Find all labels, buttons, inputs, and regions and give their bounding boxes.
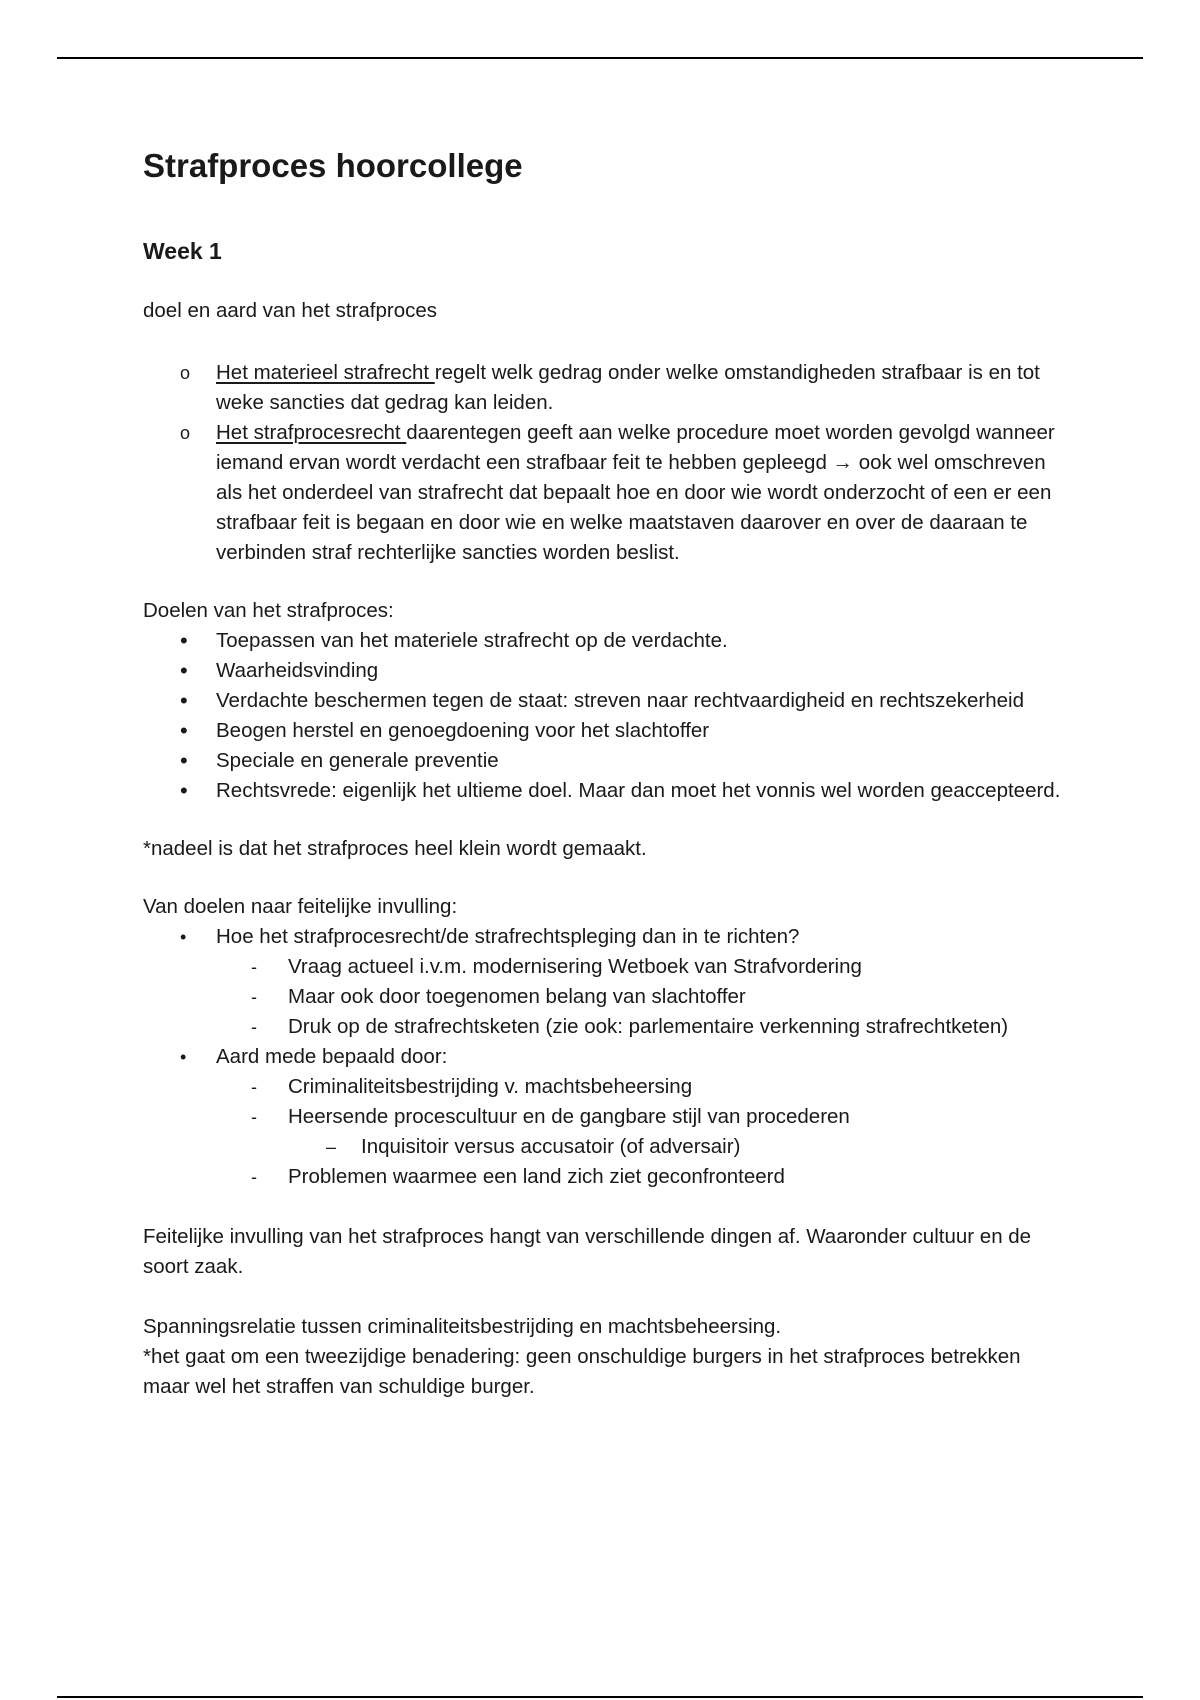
- invulling-question: Hoe het strafprocesrecht/de strafrechtspleging dan in te richten?: [216, 925, 800, 948]
- list-item: [143, 716, 1063, 746]
- sub-item-text: Problemen waarmee een land zich ziet geconfronteerd: [288, 1165, 785, 1188]
- goal-text: Toepassen van het materiele strafrecht op de verdachte.: [216, 629, 728, 652]
- note-text: *nadeel is dat het strafproces heel klein wordt gemaakt.: [143, 837, 647, 860]
- sublist-container: [143, 1132, 1063, 1162]
- sub-sub-list: [143, 1132, 1063, 1162]
- sub-list-item: [143, 1102, 1063, 1132]
- dash-bullet: -: [251, 1017, 257, 1037]
- list-item: [143, 746, 1063, 776]
- disc-bullet: •: [180, 628, 188, 653]
- sub-list-item: [143, 1012, 1063, 1042]
- list-item: [143, 626, 1063, 656]
- intro-text: doel en aard van het strafproces: [143, 299, 438, 322]
- sub-sub-list-item: [143, 1132, 1063, 1162]
- list-item: [143, 922, 1063, 952]
- paragraph: Spanningsrelatie tussen criminaliteitsbestrijding en machtsbeheersing.: [143, 1315, 782, 1338]
- list-item: [143, 1042, 1063, 1072]
- goal-text: Beogen herstel en genoegdoening voor het slachtoffer: [216, 719, 710, 742]
- definition-text: daarentegen geeft aan welke procedure moet worden gevolgd wanneer iemand ervan wordt verdacht een strafbaar feit te hebben gepleegd → ook wel omschreven als het onderdeel van strafrecht dat bepaalt hoe en door wie wordt onderzocht of een er een strafbaar feit is begaan en door wie en welke maatstaven daarover en over de daaraan te verbinden straf rechterlijke sancties worden beslist.: [216, 421, 1055, 564]
- sub-sub-item-text: Inquisitoir versus accusatoir (of adversair): [361, 1135, 741, 1158]
- endash-bullet: –: [326, 1137, 337, 1157]
- bullet: •: [180, 927, 187, 947]
- sub-item-text: Druk op de strafrechtsketen (zie ook: parlementaire verkenning strafrechtketen): [288, 1015, 1009, 1038]
- disc-bullet: •: [180, 748, 188, 773]
- invulling-heading: Van doelen naar feitelijke invulling:: [143, 895, 458, 918]
- underlined-term: Het materieel strafrecht: [216, 361, 435, 384]
- aard-text: Aard mede bepaald door:: [216, 1045, 448, 1068]
- definition-list: [143, 358, 1063, 568]
- paragraph: *het gaat om een tweezijdige benadering: geen onschuldige burgers in het strafproces betrekken maar wel het straffen van schuldige burger.: [143, 1345, 1021, 1398]
- sub-item-text: Heersende procescultuur en de gangbare stijl van procederen: [288, 1105, 850, 1128]
- disc-bullet: •: [180, 658, 188, 683]
- document-body: [143, 140, 1063, 1402]
- week-heading: Week 1: [143, 238, 222, 264]
- goal-text: Rechtsvrede: eigenlijk het ultieme doel. Maar dan moet het vonnis wel worden geaccepteerd.: [216, 779, 1061, 802]
- dash-bullet: -: [251, 987, 257, 1007]
- sub-list: [143, 1072, 1063, 1192]
- circle-bullet: o: [180, 423, 191, 443]
- dash-bullet: -: [251, 1167, 257, 1187]
- disc-bullet: •: [180, 688, 188, 713]
- sub-list: [143, 952, 1063, 1042]
- goals-list: [143, 626, 1063, 806]
- sub-list-item: [143, 952, 1063, 982]
- footer-rule: [57, 1696, 1143, 1698]
- disc-bullet: •: [180, 778, 188, 803]
- sub-item-text: Vraag actueel i.v.m. modernisering Wetboek van Strafvordering: [288, 955, 862, 978]
- sub-list-item: [143, 1162, 1063, 1192]
- list-item: [143, 358, 1063, 418]
- invulling-list: [143, 922, 1063, 1192]
- dash-bullet: -: [251, 957, 257, 977]
- list-item: [143, 656, 1063, 686]
- goal-text: Verdachte beschermen tegen de staat: streven naar rechtvaardigheid en rechtszekerheid: [216, 689, 1024, 712]
- sublist-container: [143, 952, 1063, 1042]
- list-item: [143, 776, 1063, 806]
- sub-list-item: [143, 1072, 1063, 1102]
- sub-list-item: [143, 982, 1063, 1012]
- disc-bullet: •: [180, 718, 188, 743]
- circle-bullet: o: [180, 363, 191, 383]
- dash-bullet: -: [251, 1077, 257, 1097]
- underlined-term: Het strafprocesrecht: [216, 421, 407, 444]
- sub-item-text: Criminaliteitsbestrijding v. machtsbeheersing: [288, 1075, 693, 1098]
- paragraph: Feitelijke invulling van het strafproces hangt van verschillende dingen af. Waaronder cultuur en de soort zaak.: [143, 1225, 1032, 1278]
- sub-item-text: Maar ook door toegenomen belang van slachtoffer: [288, 985, 746, 1008]
- dash-bullet: -: [251, 1107, 257, 1127]
- bullet: •: [180, 1047, 187, 1067]
- document-title: Strafproces hoorcollege: [143, 147, 523, 184]
- definition-text: regelt welk gedrag onder welke omstandigheden strafbaar is en tot weke sancties dat gedrag kan leiden.: [216, 361, 1040, 414]
- sublist-container: [143, 1072, 1063, 1192]
- goals-heading: Doelen van het strafproces:: [143, 599, 394, 622]
- header-rule: [57, 57, 1143, 59]
- list-item: [143, 686, 1063, 716]
- goal-text: Waarheidsvinding: [216, 659, 379, 682]
- list-item: [143, 418, 1063, 568]
- goal-text: Speciale en generale preventie: [216, 749, 499, 772]
